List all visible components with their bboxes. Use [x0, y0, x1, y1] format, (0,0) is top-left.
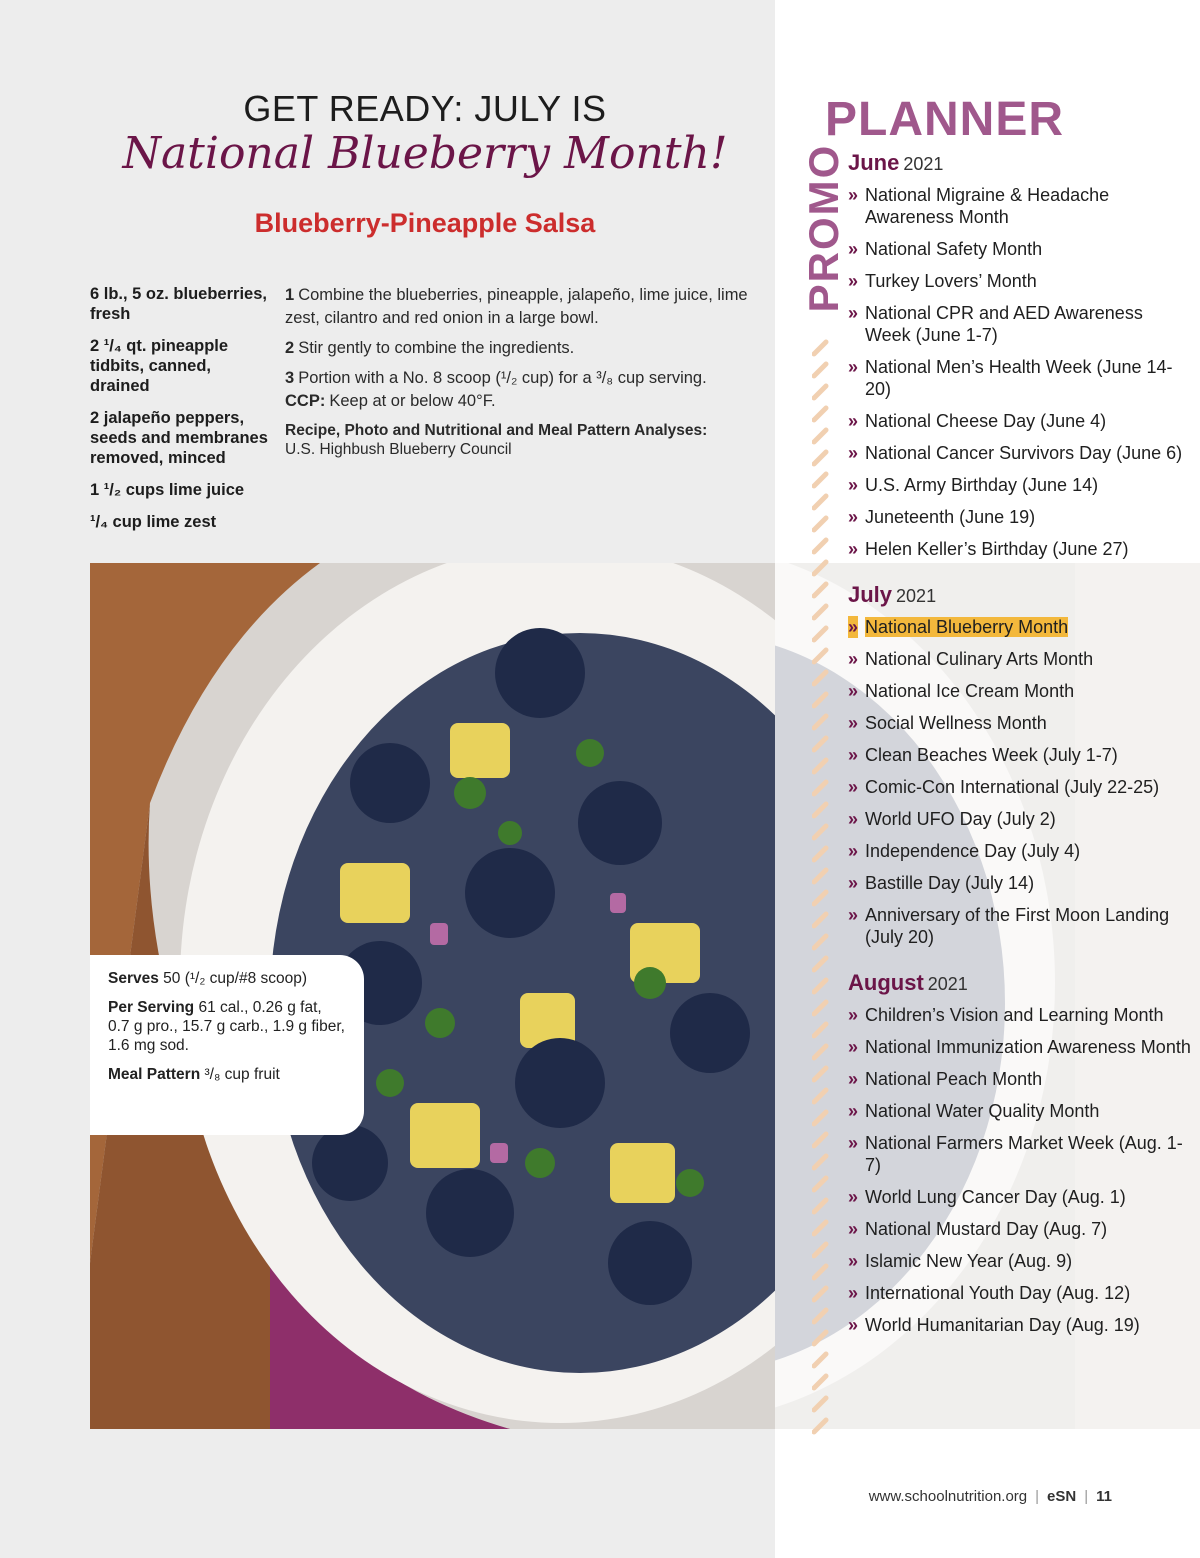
- list-item: » National Men’s Health Week (June 14-20): [848, 356, 1193, 400]
- month-heading-june: [848, 150, 1193, 176]
- promo-label: [790, 140, 850, 320]
- per-serving-value: 61 cal., 0.26 g fat, 0.7 g pro., 15.7 g carb., 1.9 g fiber, 1.6 mg sod.: [108, 999, 345, 1054]
- july-list: [848, 616, 1193, 948]
- ingredient: 2 jalapeño peppers, seeds and membranes removed, minced: [90, 409, 268, 467]
- ccp-text: Keep at or below 40°F.: [329, 392, 496, 410]
- ingredient: 2 ¹/₄ qt. pineapple tidbits, canned, drained: [90, 337, 229, 395]
- list-item: » Turkey Lovers’ Month: [848, 270, 1193, 292]
- list-item: » U.S. Army Birthday (June 14): [848, 474, 1193, 496]
- step-number: 2: [285, 339, 295, 357]
- list-item: » National Mustard Day (Aug. 7): [848, 1218, 1193, 1240]
- ingredient: 1 ¹/₂ cups lime juice: [90, 481, 245, 499]
- month-heading-august: [848, 970, 1193, 996]
- list-item: » National Cheese Day (June 4): [848, 410, 1193, 432]
- recipe-title: Blueberry-Pineapple Salsa: [254, 208, 596, 238]
- month-year: 2021: [896, 586, 937, 606]
- list-item: » Children’s Vision and Learning Month: [848, 1004, 1193, 1026]
- step-text: Stir gently to combine the ingredients.: [298, 339, 575, 357]
- list-item: » National Ice Cream Month: [848, 680, 1193, 702]
- ingredients-list: [90, 284, 270, 544]
- page-footer: [869, 1488, 1112, 1505]
- serves-value: 50 (¹/₂ cup/#8 scoop): [163, 970, 308, 987]
- footer-divider: |: [1035, 1488, 1040, 1505]
- list-item: » World Lung Cancer Day (Aug. 1): [848, 1186, 1193, 1208]
- credit-label: Recipe, Photo and Nutritional and Meal Pattern Analyses:: [285, 422, 708, 439]
- header-kicker: GET READY: JULY IS: [243, 88, 607, 129]
- month-name: July: [848, 582, 893, 607]
- footer-divider: |: [1084, 1488, 1089, 1505]
- list-item: » Clean Beaches Week (July 1-7): [848, 744, 1193, 766]
- step-number: 1: [285, 286, 295, 304]
- page-number: 11: [1096, 1488, 1112, 1505]
- meal-pattern-line: [108, 1065, 346, 1084]
- serves-line: [108, 969, 346, 988]
- planner-months: [848, 150, 1193, 1358]
- step-text: Portion with a No. 8 scoop (¹/₂ cup) for a ³/₈ cup serving.: [298, 369, 707, 387]
- recipe-credit: [285, 421, 750, 459]
- list-item: » Islamic New Year (Aug. 9): [848, 1250, 1193, 1272]
- month-heading-july: [848, 582, 1193, 608]
- list-item: » National Cancer Survivors Day (June 6): [848, 442, 1193, 464]
- list-item: » National Culinary Arts Month: [848, 648, 1193, 670]
- list-item: » Bastille Day (July 14): [848, 872, 1193, 894]
- june-list: [848, 184, 1193, 560]
- month-year: 2021: [927, 974, 968, 994]
- ccp-label: CCP:: [285, 392, 326, 410]
- list-item: » National Immunization Awareness Month: [848, 1036, 1193, 1058]
- ingredient: 6 lb., 5 oz. blueberries, fresh: [90, 285, 267, 323]
- ccp-note: [285, 390, 750, 413]
- recipe-step: [285, 284, 750, 330]
- per-serving-label: Per Serving: [108, 999, 195, 1016]
- footer-url[interactable]: www.schoolnutrition.org: [868, 1488, 1028, 1505]
- list-item: » National CPR and AED Awareness Week (June 1-7): [848, 302, 1193, 346]
- per-serving-line: [108, 998, 346, 1055]
- recipe-steps: [285, 284, 750, 459]
- footer-brand: eSN: [1047, 1488, 1077, 1505]
- list-item: » National Migraine & Headache Awareness Month: [848, 184, 1193, 228]
- nutrition-card: [90, 955, 364, 1135]
- recipe-step: [285, 367, 750, 390]
- serves-label: Serves: [108, 970, 159, 987]
- promo-text: PROMO: [800, 143, 847, 313]
- month-name: June: [848, 150, 900, 175]
- list-item: » World Humanitarian Day (Aug. 19): [848, 1314, 1193, 1336]
- list-item: » Social Wellness Month: [848, 712, 1193, 734]
- list-item: » National Farmers Market Week (Aug. 1-7): [848, 1132, 1193, 1176]
- recipe-step: [285, 337, 750, 360]
- credit-text: U.S. Highbush Blueberry Council: [285, 441, 512, 458]
- planner-title: PLANNER: [825, 93, 1065, 146]
- list-item: » Independence Day (July 4): [848, 840, 1193, 862]
- meal-pattern-label: Meal Pattern: [108, 1066, 201, 1083]
- list-item: » National Peach Month: [848, 1068, 1193, 1090]
- list-item: » International Youth Day (Aug. 12): [848, 1282, 1193, 1304]
- list-item: » Juneteenth (June 19): [848, 506, 1193, 528]
- ingredient: ¹/₄ cup lime zest: [90, 513, 217, 531]
- page-title: National Blueberry Month!: [122, 128, 728, 179]
- step-text: Combine the blueberries, pineapple, jalapeño, lime juice, lime zest, cilantro and red onion in a large bowl.: [285, 286, 748, 327]
- decorative-stripes: [812, 338, 834, 1438]
- list-item: » Helen Keller’s Birthday (June 27): [848, 538, 1193, 560]
- step-number: 3: [285, 369, 295, 387]
- month-year: 2021: [903, 154, 944, 174]
- august-list: [848, 1004, 1193, 1336]
- list-item: » National Safety Month: [848, 238, 1193, 260]
- meal-pattern-value: ³/₈ cup fruit: [204, 1066, 280, 1083]
- list-item: » World UFO Day (July 2): [848, 808, 1193, 830]
- month-name: August: [848, 970, 924, 995]
- list-item: » National Water Quality Month: [848, 1100, 1193, 1122]
- list-item-highlighted: » National Blueberry Month: [848, 616, 1193, 638]
- list-item: » Anniversary of the First Moon Landing (July 20): [848, 904, 1193, 948]
- list-item: » Comic-Con International (July 22-25): [848, 776, 1193, 798]
